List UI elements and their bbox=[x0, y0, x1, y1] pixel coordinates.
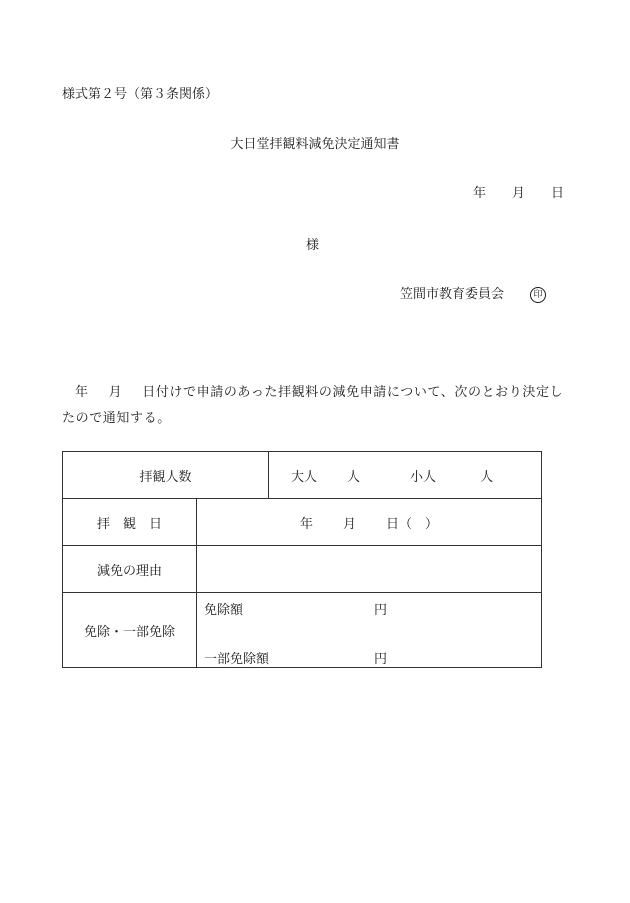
notice-body-month: 月 bbox=[108, 385, 123, 400]
table-row bbox=[63, 452, 542, 499]
notice-body bbox=[62, 380, 567, 432]
full-exemption-line bbox=[204, 599, 387, 618]
table-row bbox=[63, 593, 542, 668]
exemption-label: 免除・一部免除 bbox=[63, 593, 197, 668]
table-row bbox=[63, 546, 542, 593]
visit-date-month: 月 bbox=[343, 516, 357, 532]
reduction-reason-label: 減免の理由 bbox=[63, 546, 197, 593]
reduction-reason-value bbox=[197, 546, 542, 593]
issuer-name: 笠間市教育委員会 bbox=[400, 287, 505, 302]
adult-unit: 人 bbox=[347, 469, 361, 485]
form-number: 様式第２号（第３条関係） bbox=[62, 87, 219, 102]
visit-date-label: 拝 観 日 bbox=[63, 499, 197, 546]
partial-exemption-label: 一部免除額 bbox=[204, 652, 270, 667]
table-row bbox=[63, 499, 542, 546]
visit-date-day: 日（ ） bbox=[386, 516, 439, 532]
decision-table bbox=[62, 451, 542, 668]
partial-exemption-line bbox=[204, 648, 387, 667]
issue-date-day: 日 bbox=[550, 186, 564, 201]
notice-body-text: 日付けで申請のあった拝観料の減免申請について、次のとおり決定したので通知する。 bbox=[62, 385, 564, 426]
full-exemption-unit: 円 bbox=[374, 603, 388, 618]
partial-exemption-unit: 円 bbox=[374, 652, 388, 667]
exemption-amounts-cell bbox=[197, 593, 542, 668]
addressee-suffix: 様 bbox=[306, 238, 320, 253]
full-exemption-label: 免除額 bbox=[204, 603, 244, 618]
visitor-count-label: 拝観人数 bbox=[63, 452, 269, 499]
visit-date-cell bbox=[197, 499, 542, 546]
seal-icon: 印 bbox=[530, 287, 546, 303]
visitor-count-cell bbox=[269, 452, 542, 499]
adult-label: 大人 bbox=[291, 469, 318, 485]
visit-date-year: 年 bbox=[299, 516, 313, 532]
issuer bbox=[400, 283, 546, 303]
document-title: 大日堂拝観料減免決定通知書 bbox=[230, 137, 400, 152]
notice-body-year: 年 bbox=[75, 385, 89, 400]
issue-date-month: 月 bbox=[511, 186, 525, 201]
issue-date bbox=[473, 182, 564, 201]
child-unit: 人 bbox=[480, 469, 494, 485]
child-label: 小人 bbox=[410, 469, 437, 485]
issue-date-year: 年 bbox=[472, 186, 486, 201]
